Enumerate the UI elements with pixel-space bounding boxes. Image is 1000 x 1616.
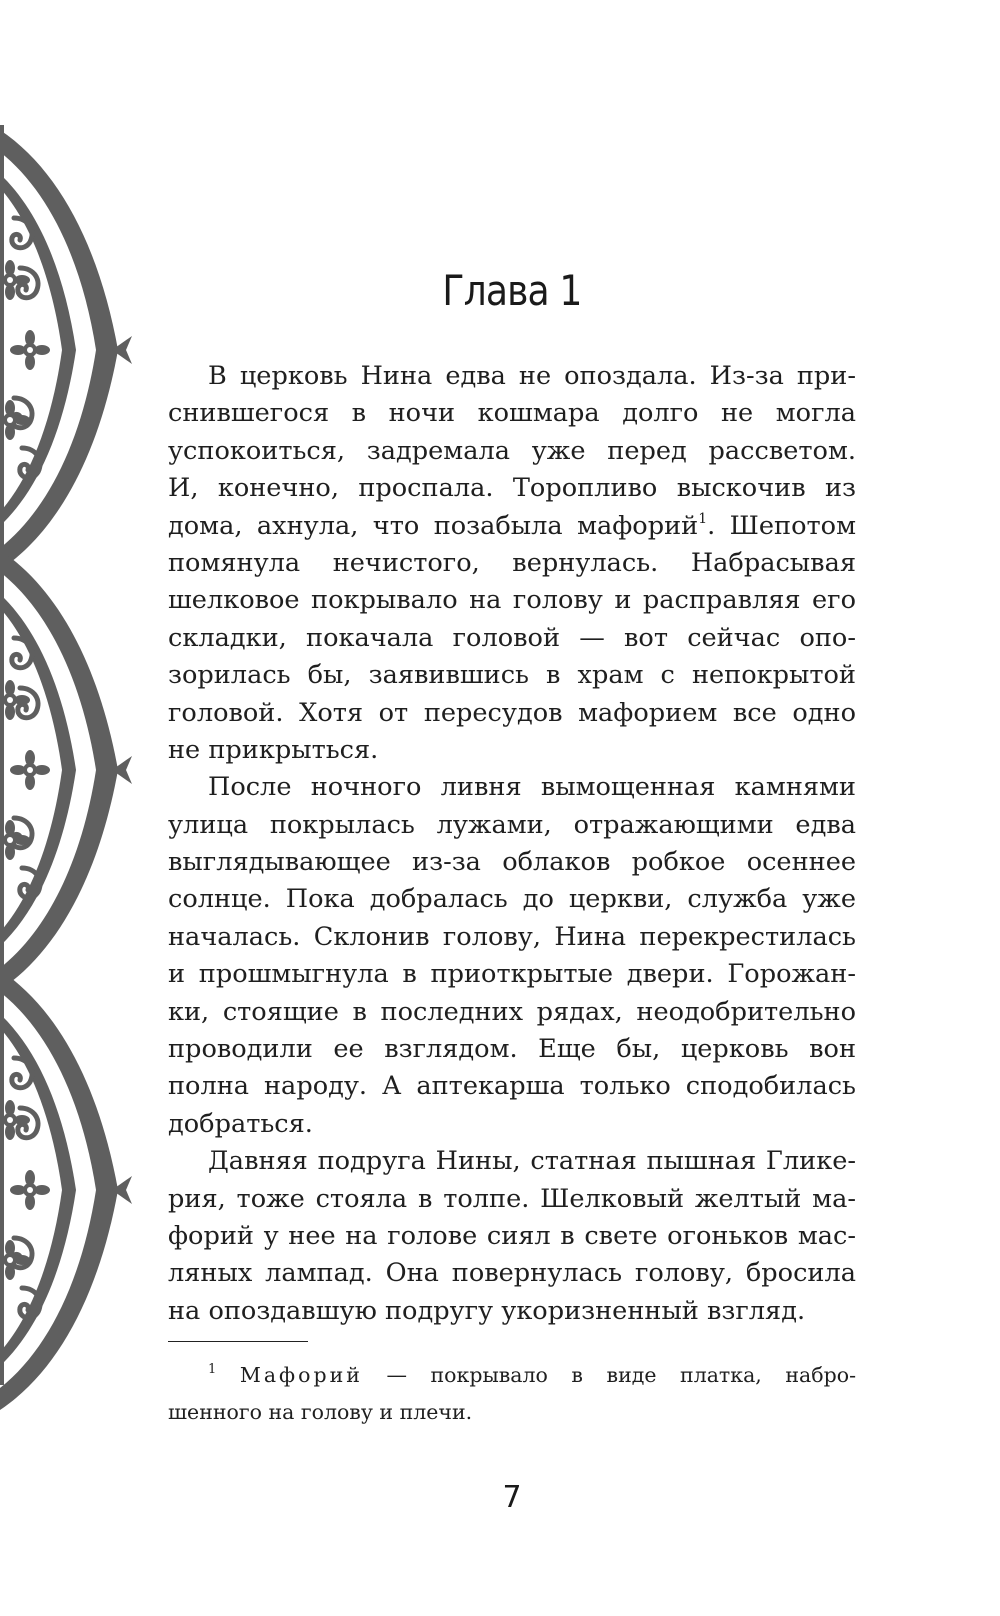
footnote-line: шенного на голову и плечи. bbox=[168, 1400, 473, 1425]
text-line: головой. Хотя от пересудов мафорием все одно bbox=[168, 697, 856, 728]
text-line: снившегося в ночи кошмара долго не могла bbox=[168, 398, 856, 429]
text-line: После ночного ливня вымощенная камнями bbox=[208, 772, 856, 803]
decorative-border-ornament bbox=[0, 0, 150, 1616]
text-line: и прошмыгнула в приоткрытые двери. Горожан- bbox=[168, 959, 856, 990]
footnote-reference[interactable]: 1 bbox=[698, 510, 708, 527]
text-line-with-footnote bbox=[168, 508, 856, 545]
text-line: не прикрыться. bbox=[168, 734, 379, 765]
text-line: В церковь Нина едва не опоздала. Из-за при- bbox=[208, 361, 856, 391]
text-line: Давняя подруга Нины, статная пышная Глике- bbox=[208, 1146, 856, 1177]
text-line: улица покрылась лужами, отражающими едва bbox=[168, 809, 856, 840]
text-line: шелковое покрывало на голову и расправляя его bbox=[168, 585, 856, 616]
footnote-term: Мафорий bbox=[239, 1363, 363, 1387]
text-line: полна народу. А аптекарша только сподобилась bbox=[168, 1071, 856, 1102]
chapter-title: Глава 1 bbox=[442, 266, 582, 315]
text-line: началась. Склонив голову, Нина перекрестилась bbox=[168, 921, 856, 952]
text-line: И, конечно, проспала. Торопливо выскочив из bbox=[168, 473, 856, 504]
paragraph-1 bbox=[168, 358, 856, 769]
text-line: рия, тоже стояла в толпе. Шелковый желтый ма- bbox=[168, 1183, 856, 1214]
paragraph-2 bbox=[168, 769, 856, 1143]
chapter-body bbox=[168, 358, 856, 1330]
text-fragment: дома, ахнула, что позабыла мафорий bbox=[168, 510, 699, 541]
text-line: солнце. Пока добралась до церкви, служба уже bbox=[168, 884, 856, 915]
footnote-number: 1 bbox=[208, 1362, 217, 1377]
text-line: успокоиться, задремала уже перед рассветом. bbox=[168, 435, 856, 466]
page-number: 7 bbox=[502, 1480, 522, 1515]
text-fragment: . Шепотом bbox=[707, 510, 856, 541]
footnote-definition: — покрывало в виде платка, набро- bbox=[362, 1363, 856, 1387]
text-line: ляных лампад. Она повернулась голову, бросила bbox=[168, 1258, 856, 1289]
text-line: ки, стоящие в последних рядах, неодобрительно bbox=[168, 996, 856, 1027]
text-line: зорилась бы, заявившись в храм с непокрытой bbox=[168, 660, 856, 691]
text-line: добраться. bbox=[168, 1108, 313, 1139]
text-line: выглядывающее из-за облаков робкое осеннее bbox=[168, 847, 856, 878]
text-line: помянула нечистого, вернулась. Набрасывая bbox=[168, 547, 856, 578]
text-line: проводили ее взглядом. Еще бы, церковь вон bbox=[168, 1034, 856, 1065]
footnote bbox=[168, 1360, 856, 1435]
text-line: форий у нее на голове сиял в свете огоньков мас- bbox=[168, 1220, 856, 1251]
paragraph-3 bbox=[168, 1143, 856, 1330]
text-line: на опоздавшую подругу укоризненный взгляд. bbox=[168, 1295, 806, 1326]
footnote-separator bbox=[168, 1341, 308, 1342]
footnote-line bbox=[168, 1360, 856, 1397]
text-line: складки, покачала головой — вот сейчас опо- bbox=[168, 622, 856, 653]
